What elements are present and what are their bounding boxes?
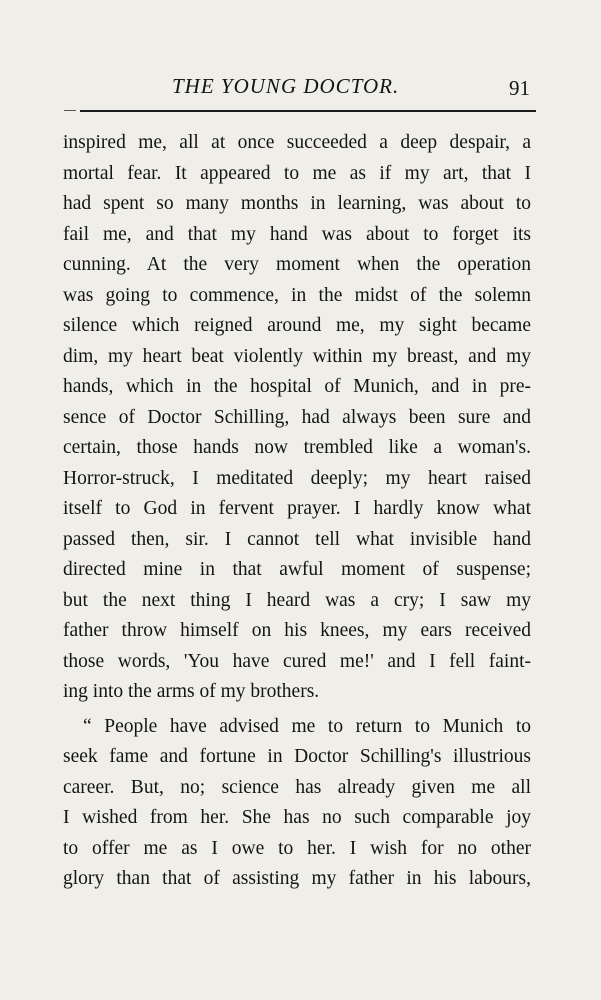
body-text <box>63 128 531 895</box>
text-line: itself to God in fervent prayer. I hardly know what <box>63 498 531 519</box>
page-number: 91 <box>509 76 530 100</box>
header-rule-tick <box>64 110 76 111</box>
text-line: sence of Doctor Schilling, had always been sure and <box>63 406 531 428</box>
text-line: directed mine in that awful moment of suspense; <box>63 559 531 580</box>
text-line: had spent so many months in learning, was about to <box>63 193 531 214</box>
page-header <box>62 74 540 102</box>
text-line: those words, 'You have cured me!' and I fell faint- <box>63 650 531 672</box>
running-title: THE YOUNG DOCTOR. <box>172 74 400 98</box>
text-line: certain, those hands now trembled like a woman's. <box>63 437 531 458</box>
text-line: glory than that of assisting my father in his labours, <box>63 868 531 889</box>
text-line: fail me, and that my hand was about to forget its <box>63 223 531 245</box>
paragraph <box>63 712 531 895</box>
text-line: was going to commence, in the midst of the solemn <box>63 284 531 306</box>
text-line: to offer me as I owe to her. I wish for no other <box>63 837 531 859</box>
text-line: but the next thing I heard was a cry; I saw my <box>63 589 531 611</box>
text-line: hands, which in the hospital of Munich, and in pre- <box>63 376 531 397</box>
text-line: mortal fear. It appeared to me as if my art, that I <box>63 162 531 184</box>
text-line: cunning. At the very moment when the operation <box>63 254 531 275</box>
text-line: seek fame and fortune in Doctor Schilling's illustrious <box>63 746 531 767</box>
text-line: father throw himself on his knees, my ears received <box>63 620 531 641</box>
text-line: career. But, no; science has already given me all <box>63 776 531 798</box>
text-line: ing into the arms of my brothers. <box>63 681 320 702</box>
paragraph <box>63 128 531 708</box>
header-rule <box>80 110 536 112</box>
text-line: passed then, sir. I cannot tell what invisible hand <box>63 528 531 550</box>
text-line: dim, my heart beat violently within my breast, and my <box>63 345 531 367</box>
text-line: silence which reigned around me, my sight became <box>63 315 531 336</box>
text-line: inspired me, all at once succeeded a deep despair, a <box>63 132 531 153</box>
text-line: “ People have advised me to return to Munich to <box>83 715 531 737</box>
text-line: I wished from her. She has no such comparable joy <box>63 807 531 828</box>
text-line: Horror-struck, I meditated deeply; my heart raised <box>63 467 531 489</box>
